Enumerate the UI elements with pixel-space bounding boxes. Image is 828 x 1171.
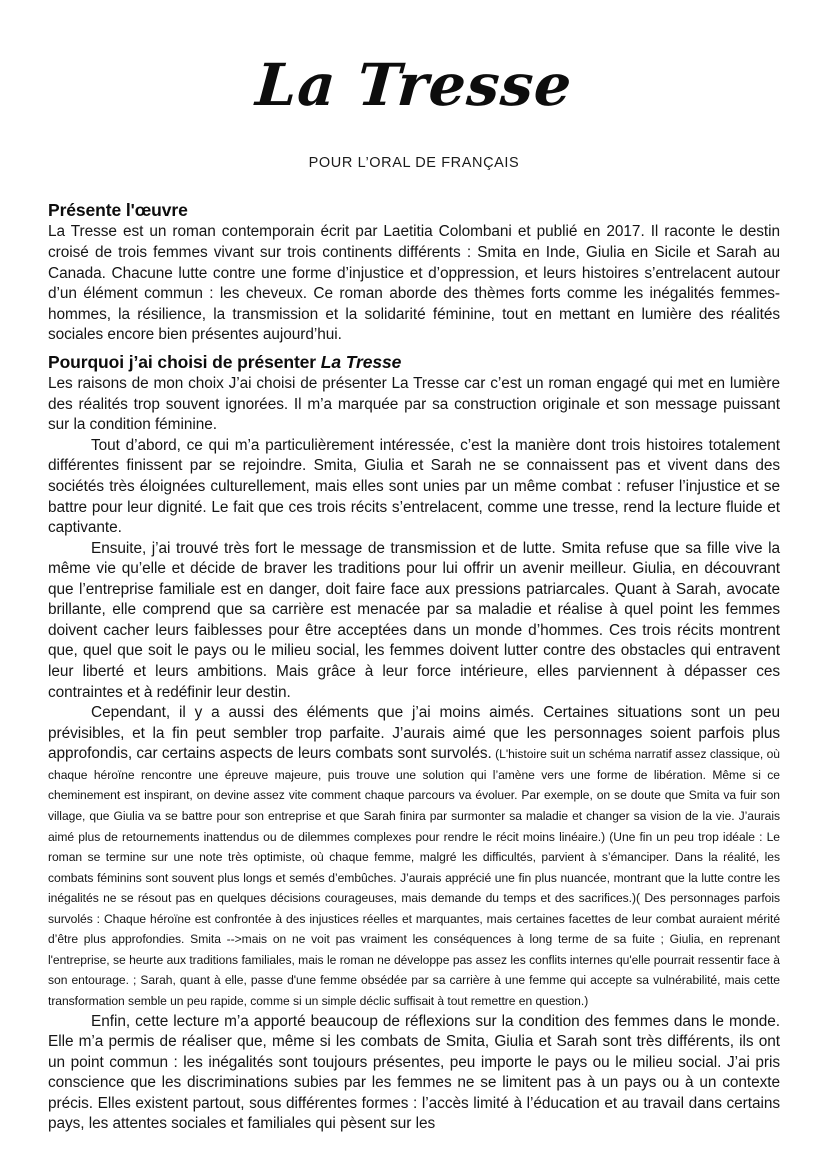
document-body	[48, 171, 780, 1135]
paragraph-enfin: Enfin, cette lecture m’a apporté beaucoup de réflexions sur la condition des femmes dans le monde. Elle m’a permis de réaliser que, même si les combats de Smita, Giulia et Sarah sont très différents, ils ont un point commun : les inégalités sont toujours présentes, peu importe le pays ou le milieu social. J’ai pris conscience que les discriminations subies par les femmes ne se limitent pas à un pays ou à un contexte précis. Elles existent partout, sous différentes formes : l’accès limité à l’éducation et au travail dans certains pays, les attentes sociales et familiales qui pèsent sur les	[48, 1012, 780, 1133]
paragraph-ensuite: Ensuite, j’ai trouvé très fort le message de transmission et de lutte. Smita refuse que sa fille vive la même vie qu’elle et décide de braver les traditions pour lui offrir un avenir meilleur. Giulia, en découvrant que l’entreprise familiale est en danger, doit faire face aux pressions patriarcales. Quant à Sarah, avocate brillante, elle comprend que sa carrière est menacée par sa maladie et réalise à quel point les femmes doivent cacher leurs faiblesses pour être acceptées dans un monde d’hommes. Ces trois récits montrent que, quel que soit le pays ou le milieu social, les femmes doivent lutter contre des obstacles qui entravent leur liberté et leurs ambitions. Mais grâce à leur force intérieure, elles parviennent à dépasser ces contraintes et à redéfinir leur destin.	[48, 539, 780, 701]
paragraph-cependant-small-annotation: (L'histoire suit un schéma narratif assez classique, où chaque héroïne rencontre une épreuve majeure, puis trouve une solution qui l’amène vers une forme de libération. Même si ce cheminement est inspirant, on devine assez vite comment chaque parcours va évoluer. Par exemple, on se doute que Smita va fuir son village, que Giulia va se battre pour son entreprise et que Sarah finira par surmonter sa maladie et changer sa vision de la vie. J’aurais aimé plus de retournements inattendus ou de dilemmes complexes pour rendre le récit moins linéaire.) (Une fin un peu trop idéale : Le roman se termine sur une note très optimiste, où chaque femme, malgré les difficultés, parvient à s’émanciper. Dans la réalité, les combats féminins sont souvent plus longs et semés d’embûches. J’aurais apprécié une fin plus nuancée, montrant que la lutte contre les inégalités ne se résout pas en quelques décisions courageuses, mais demande du temps et des sacrifices.)( Des personnages parfois survolés : Chaque héroïne est confrontée à des injustices réelles et marquantes, mais certaines facettes de leur combat auraient mérité d’être plus approfondies. Smita -->mais on ne voit pas vraiment les conséquences à long terme de sa fuite ; Giulia, en reprenant l'entreprise, se heurte aux traditions familiales, mais le roman ne développe pas assez les conflits internes qu'elle pourrait ressentir face à son entourage. ; Sarah, quant à elle, passe d'une femme obsédée par sa carrière à une femme qui accepte sa vulnérabilité, mais cette transformation semble un peu rapide, comme si un simple déclic suffisait à tout remettre en question.)	[48, 747, 780, 1009]
section-heading-pourquoi-jai-choisi	[48, 351, 780, 373]
paragraph-cependant	[48, 703, 780, 1011]
paragraph-raisons-du-choix: Les raisons de mon choix J’ai choisi de présenter La Tresse car c’est un roman engagé qui met en lumière des réalités trop souvent ignorées. Il m’a marquée par sa construction originale et son message puissant sur la condition féminine.	[48, 375, 780, 434]
paragraph-presentation: La Tresse est un roman contemporain écrit par Laetitia Colombani et publié en 2017. Il raconte le destin croisé de trois femmes vivant sur trois continents différents : Smita en Inde, Giulia en Sicile et Sarah au Canada. Chacune lutte contre une forme d’injustice et d’oppression, et leurs histoires s’entrelacent autour d’un élément commun : les cheveux. Ce roman aborde des thèmes forts comme les inégalités femmes-hommes, la résilience, la transmission et la solidarité féminine, tout en mettant en lumière des réalités sociales encore bien présentes aujourd’hui.	[48, 223, 780, 344]
section-heading-text: Présente l'œuvre	[48, 200, 188, 220]
section-heading-text: Pourquoi j’ai choisi de présenter	[48, 351, 321, 372]
section-heading-presente-loeuvre	[48, 199, 780, 221]
paragraph-cependant-normal-text: Cependant, il y a aussi des éléments que j’ai moins aimés. Certaines situations sont un peu prévisibles, et la fin peut sembler trop parfaite. J’aurais aimé que les personnages soient parfois plus approfondis, car certains aspects de leurs combats sont survolés.	[48, 704, 780, 763]
section-heading-book-title: La Tresse	[320, 351, 402, 372]
document-subtitle: POUR L’ORAL DE FRANÇAIS	[308, 155, 520, 171]
document-title: La Tresse	[253, 51, 575, 119]
title-block	[48, 0, 780, 171]
paragraph-tout-dabord: Tout d’abord, ce qui m’a particulièrement intéressée, c’est la manière dont trois histoires totalement différentes finissent par se rejoindre. Smita, Giulia et Sarah ne se connaissent pas et vivent dans des sociétés très éloignées culturellement, mais elles sont unies par un même combat : refuser l’injustice et se battre pour leur dignité. Le fait que ces trois récits s’entrelacent, comme une tresse, rend la lecture fluide et captivante.	[48, 436, 780, 537]
